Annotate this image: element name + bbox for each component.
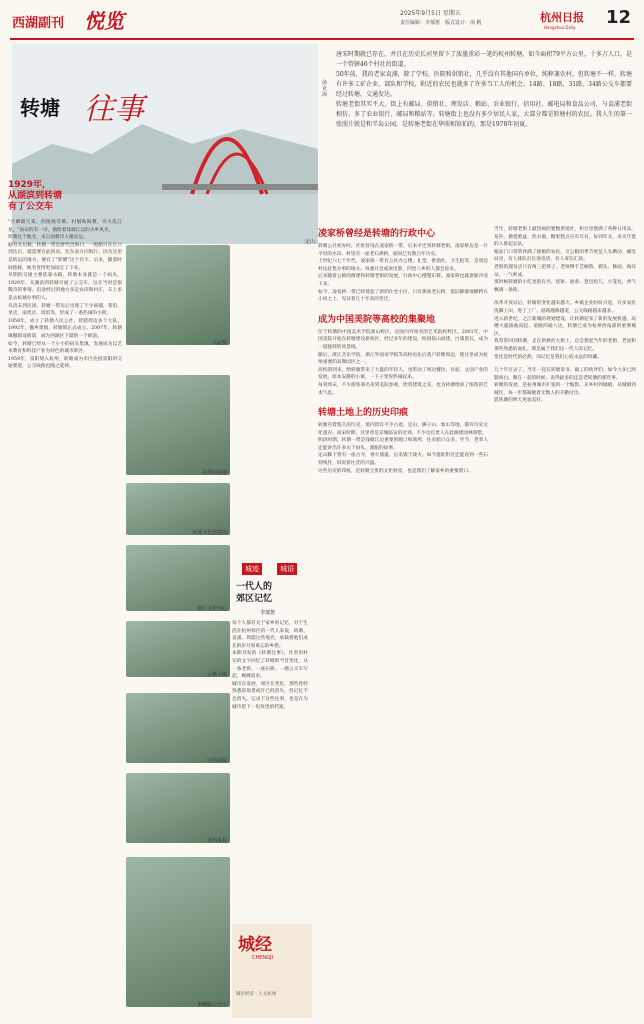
brand-logo: 悦览 xyxy=(84,9,124,33)
right-body2: 改革开放以后，转塘的变化越来越大。乡镇企业纷纷兴起，许多农民洗脚上田，进了工厂。道路越修越宽，公交线路越来越多。 进入新世纪，之江新城的规划建设，让转塘迎来了新的发展机遇。高楼大厦拔地而起，道路四通八达，转塘已成为杭州西南部的重要城区。 我常常回到转塘，走在新修的大街上，总会想起当年的老街、老屋和那些熟悉的面孔。那是属于我们这一代人的记忆。 变化是时代的必然，而记忆是我们心底永远的珍藏。 xyxy=(494,301,636,360)
ad-text: 城市经济 · 人文杭州 xyxy=(236,992,277,997)
left-body: "月晒朝天莱，西陵渡雪佛。村烟和海雾，舟火乱江星。"南宋的有一诗，描绘着钱塘江边的水乡风光。 转塘这个地名，来自南朝诗人谢灵运。 据有关记载，转塘一带是唐代出海口，一般船只在江口到达后，就需要在此转向，往东南方向航行。因为这里是转运的地方，便有了"转塘"这个名字。后来，随着时间推移，地名变得更加固定了下来。 早期的交通主要依靠水路，转塘本身就是一个码头。1929年，从湖滨到转塘开通了公交车，这在当时是很稀奇的事情。沿途经过的地方多是农田和村庄，车上多是去杭城办事的人。 从清末到民国，转塘一带先后出现了不少商铺，茶馆、米店、南货店、饭馆等，形成了一条热闹的小街。 1958年，成立了转塘人民公社，管辖周边多个大队。1992年，撤乡建镇，转塘镇正式成立。2007年，转塘镇撤镇设街道，成为西湖区下辖的一个街道。 如今，转塘已经从一个小小的码头集镇，发展成为以艺术教育和科技产业为特色的城市新区。 1959年，富阳划入杭州，转塘成为市区连接富阳的交通要道，公交线路也随之延伸。 xyxy=(8,220,122,370)
middle-column xyxy=(318,226,488,1022)
paper-logo: 杭州日报 xyxy=(540,11,584,24)
hero-author: 俞克海 xyxy=(322,80,328,98)
photo-dayunqiao: 大运桥 xyxy=(126,245,230,345)
photo-zhejiang-culture: 浙江文化中心 xyxy=(126,545,230,611)
chengxiang-sub: 一代人的 郊区记忆 xyxy=(236,582,273,604)
right-body1: 当年，转塘老街上最热闹的要数供销社，柜台里摆满了各种日用品，布匹、搪瓷脸盆、热水瓶、糖果糕点应有尽有。每到年关，来买年货的人排起长队。 粮站门口常常停满了挑粮的农民，交公粮的季节更是人头攒动。邮电局里，有人排队打长途电话，有人寄信汇款。 老街的理发店只有两三把椅子，老师傅手艺娴熟，剃头、修面、掏耳朵，一气呵成。 那时候转塘的小吃也很有名，烧饼、油条、葱包桧儿、小笼包，香气飘满一条街。 xyxy=(494,227,636,293)
photo-fenghuang: 凤凰文化创意园 xyxy=(126,483,230,535)
chengxiang-title2: 城语 xyxy=(277,563,297,575)
middle-head3: 转塘土地上的历史印痕 xyxy=(318,408,409,419)
photo-bus-308: 308路公交车 xyxy=(126,857,230,1007)
right-body3: 几十年过去了，当年一起在转塘读书、做工的伙伴们，如今大多已两鬓斑白。聚在一起的时候，说得最多的还是老转塘的那些事。 转塘的发展，是杭州城市扩张的一个缩影。从乡村到城镇，从城镇到城区，每一步都凝聚着无数人的辛勤付出。 愿转塘的明天更加美好。 xyxy=(494,368,636,404)
chengji-ad xyxy=(232,924,312,1018)
chengxiang-title1: 城迹 xyxy=(242,563,262,575)
chengxiang-author: 李郁葱 xyxy=(260,610,276,616)
left-column xyxy=(8,180,122,1020)
photo-huxiuyuan: 胡秀园基地 xyxy=(126,375,230,475)
masthead xyxy=(0,0,644,44)
left-headline: 1929年， 从湖滨到转塘 有了公交车 xyxy=(8,180,63,212)
chengxiang-box xyxy=(232,556,308,916)
photo-yunqi: 云栖小镇 xyxy=(126,621,230,677)
right-column xyxy=(494,226,636,1022)
ad-title: 城经 xyxy=(238,935,272,955)
page-number: 12 xyxy=(606,7,632,28)
photo-column xyxy=(126,245,232,1024)
issue-date: 2025年9月5日 星期五 xyxy=(400,10,461,17)
lead-text: 唐宋时期就已存在，并且在历史长河里留下了浓墨重彩一笔的杭州转塘，如今面积79平方公里，十多万人口，是一个管辖46个村社的街道。 50年前，我的老家袁浦，除了学校、医院和供销社，几乎没有其他国有单位，纯粹兼农村。但转塘不一样，转塘有许多工矿企业、部队和学校，附近的农民也就多了许多当工人的机会。14路、18路、31路、34路公交车都要经过转塘，交通发达。 转塘老街其实不大，街上有邮局、供销社、理发店、粮站、农业银行、信用社、邮电局和食品公司，与袁浦老街相仿，多了农业银行、邮局和粮站等。转塘街上也没有多少居民人家，大部分都是转塘村的农民。我人生的第一张照片就是和半岛公园，是转塘老街在华照相馆拍的，那是1978年初夏。 xyxy=(336,51,632,128)
chengxiang-body: 每个人都有关于家乡的记忆，对于生活在杭州郊区的一代人来说，转塘、袁浦、周浦这些地名，承载着他们成长的岁月和难忘的乡愁。 本期刊发的《转塘往事》，作者用朴实的文字回忆了转塘的今昔变化，从一条老街、一座石桥、一趟公交车写起，娓娓道来。 城市在发展，郊区在变化，那些曾经熟悉的场景或许已经消失，但记忆不会消失。记录下这些往事，也是在为城市留下一份珍贵的档案。 xyxy=(232,621,308,710)
editor-credit: 责任编辑：李郁葱 版式设计：俞 帆 xyxy=(400,20,482,26)
middle-body3: 转塘有着悠久的历史，境内留有不少古迹。定山、狮子山、象山等地，都有历史文化遗存。南宋时期，这里曾是京城临安的近郊，不少达官贵人在此修建园林别墅。 明清时期，转塘一带是钱塘江边重要的渡口和商埠，往来船只众多。至今，老辈人还能讲出许多关于码头、渡船的故事。 定山脚下曾有一座古寺，香火鼎盛，后来毁于战火。如今遗址附近还能看到一些石刻残件，诉说着往昔的兴盛。 这些历史的印痕，是转塘宝贵的文化财富，也是我们了解家乡的重要窗口。 xyxy=(318,423,488,474)
paper-logo-en: Hangzhou Daily xyxy=(544,25,576,30)
ad-en: CHENGJI xyxy=(252,955,273,961)
hero-caption: 定山 xyxy=(304,239,315,244)
section-title: 西湖副刊 xyxy=(12,16,65,31)
photo-meiyuan: 中国美院 xyxy=(126,693,230,763)
hero-title-b: 往事 xyxy=(84,92,144,127)
hero-title-a: 转塘 xyxy=(20,96,60,120)
middle-body1: 转塘公社初办时，社址曾设在凌家桥一带，后来才迁到转塘老街。凌家桥边是一片平坦的水田，村里有一座老石拱桥，据说已有数百年历史。 上世纪六七十年代，凌家桥一带有公社办公楼、礼堂、供销社、卫生院等，是周边村民赶集办事的地方。每逢开会或放电影，四里八乡的人都会赶来。 后来随着公路的修建和转塘老街的发展，行政中心慢慢东移，凌家桥也就逐渐冷清下来。 如今，凌家桥一带已经建起了新的住宅小区，只有那座老石桥，依旧静静地横跨在小河之上，见证着几十年来的变迁。 xyxy=(318,244,488,303)
middle-head1: 凌家桥曾经是转塘的行政中心 xyxy=(318,229,436,239)
masthead-rule xyxy=(10,38,634,40)
middle-body2: 位于转塘的中国美术学院象山校区，是国内外知名的艺术院校校区。2001年，中国美院开始在转塘建设新校区，经过多年的建设，校园依山而建，白墙黑瓦，成为一道独特的风景线。 随后，浙江音乐学院、浙江外国语学院等高校也先后落户转塘周边，使这里成为杭州重要的高教园区之一。 高校的到来，给转塘带来了大量的年轻人，也带动了周边餐饮、住宿、文创产业的发展。原本安静的小镇，一下子变得热闹起来。 每到周末，不少游客慕名来到美院参观，欣赏建筑之美，也为转塘增添了浓浓的艺术气息。 xyxy=(318,329,488,396)
middle-head2: 成为中国美院等高校的集聚地 xyxy=(318,314,436,325)
photo-longwu: 龙坞茶村 xyxy=(126,773,230,843)
